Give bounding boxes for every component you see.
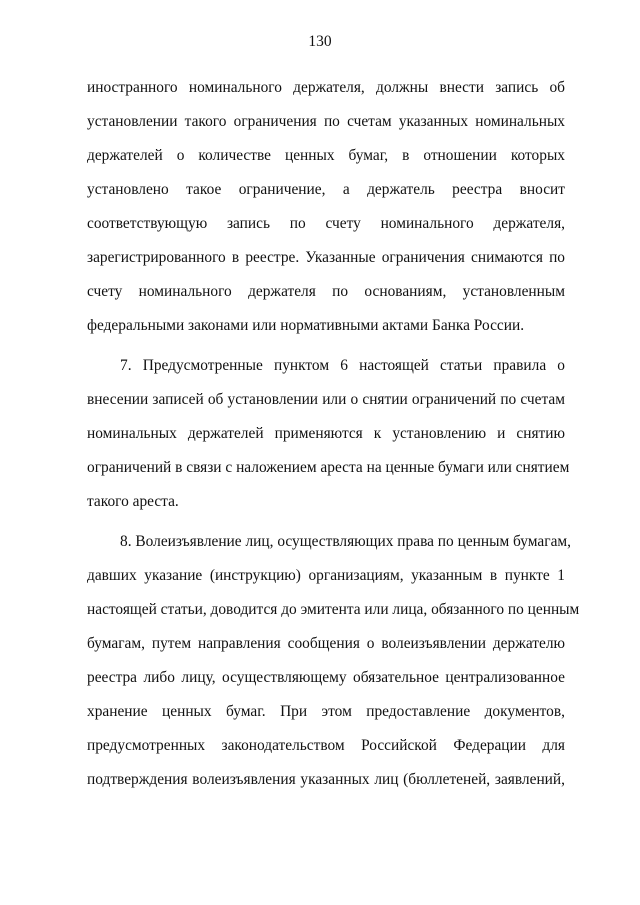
text-line: подтверждения волеизъявления указанных лиц (бюллетеней, заявлений, xyxy=(87,771,565,788)
text-line: предусмотренных законодательством Российской Федерации для xyxy=(87,737,565,754)
text-line: давших указание (инструкцию) организациям, указанным в пункте 1 xyxy=(87,567,565,584)
text-line: бумагам, путем направления сообщения о волеизъявлении держателю xyxy=(87,635,565,652)
paragraph-8 xyxy=(87,525,580,797)
text-line: установлено такое ограничение, а держатель реестра вносит xyxy=(87,181,565,198)
text-line: такого ареста. xyxy=(87,493,179,510)
text-line: зарегистрированного в реестре. Указанные ограничения снимаются по xyxy=(87,249,565,266)
paragraph-7 xyxy=(87,349,570,519)
text-line: соответствующую запись по счету номинального держателя, xyxy=(87,215,565,232)
text-line: внесении записей об установлении или о снятии ограничений по счетам xyxy=(87,391,565,408)
text-line: 7. Предусмотренные пунктом 6 настоящей статьи правила о xyxy=(120,357,565,374)
paragraph-continuation xyxy=(87,71,565,343)
text-line: федеральными законами или нормативными актами Банка России. xyxy=(87,317,525,334)
document-body xyxy=(87,71,580,797)
page-number: 130 xyxy=(308,33,332,50)
text-line: настоящей статьи, доводится до эмитента или лица, обязанного по ценным xyxy=(87,601,580,618)
text-line: ограничений в связи с наложением ареста на ценные бумаги или снятием xyxy=(87,459,570,476)
text-line: 8. Волеизъявление лиц, осуществляющих права по ценным бумагам, xyxy=(120,533,571,550)
text-line: иностранного номинального держателя, должны внести запись об xyxy=(87,79,565,96)
text-line: установлении такого ограничения по счетам указанных номинальных xyxy=(87,113,565,130)
text-line: счету номинального держателя по основаниям, установленным xyxy=(87,283,565,300)
text-line: реестра либо лицу, осуществляющему обязательное централизованное xyxy=(87,669,565,686)
text-line: хранение ценных бумаг. При этом предоставление документов, xyxy=(87,703,565,720)
text-line: держателей о количестве ценных бумаг, в отношении которых xyxy=(87,147,565,164)
text-line: номинальных держателей применяются к установлению и снятию xyxy=(87,425,565,442)
